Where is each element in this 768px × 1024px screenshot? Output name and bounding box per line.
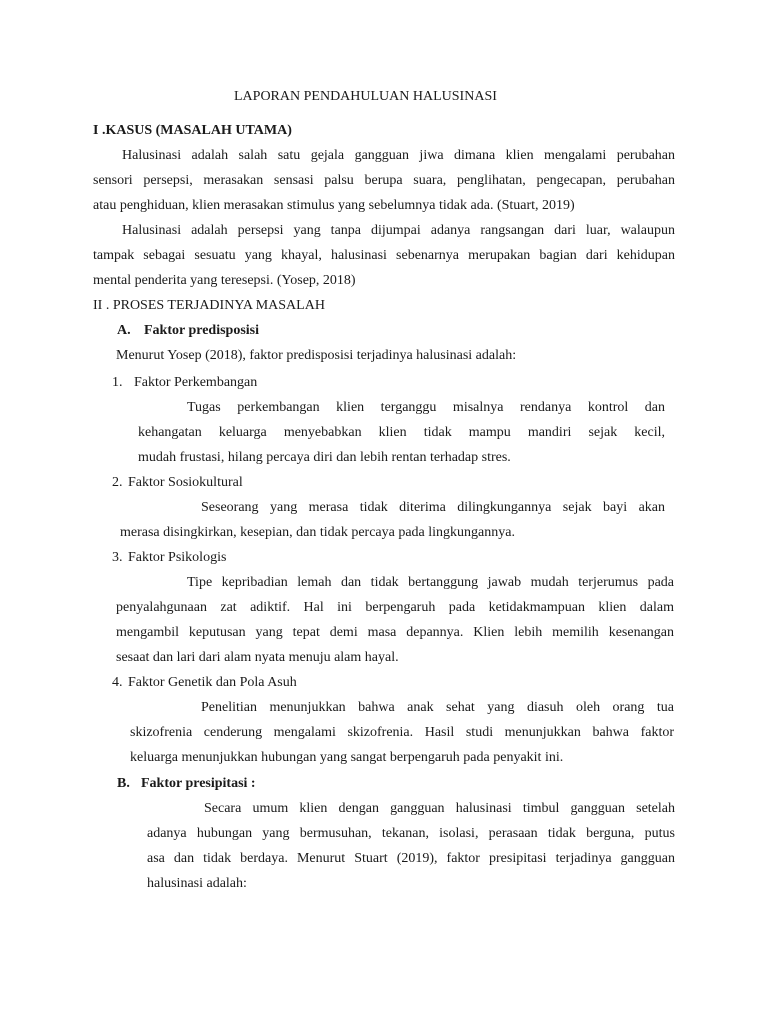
subsection-b-line3: asa dan tidak berdaya. Menurut Stuart (2019), faktor presipitasi terjadinya gangguan [147, 851, 675, 866]
subsection-b-heading: Faktor presipitasi : [141, 776, 256, 791]
subsection-b-line2: adanya hubungan yang bermusuhan, tekanan, isolasi, perasaan tidak berguna, putus [147, 826, 675, 841]
item3-title: Faktor Psikologis [128, 550, 227, 565]
item2-line2: merasa disingkirkan, kesepian, dan tidak percaya pada lingkungannya. [120, 525, 515, 540]
item1-line3: mudah frustasi, hilang percaya diri dan lebih rentan terhadap stres. [138, 450, 511, 465]
item2-title: Faktor Sosiokultural [128, 475, 243, 490]
item4-line2: skizofrenia cenderung mengalami skizofrenia. Hasil studi menunjukkan bahwa faktor [130, 725, 674, 740]
item2-marker: 2. [112, 475, 123, 490]
item4-title: Faktor Genetik dan Pola Asuh [128, 675, 297, 690]
section1-para2-line3: mental penderita yang teresepsi. (Yosep, 2018) [93, 273, 356, 288]
subsection-b-line4: halusinasi adalah: [147, 876, 247, 891]
item4-marker: 4. [112, 675, 123, 690]
section1-para1-line1: Halusinasi adalah salah satu gejala gangguan jiwa dimana klien mengalami perubahan [122, 148, 675, 163]
item1-line2: kehangatan keluarga menyebabkan klien tidak mampu mandiri sejak kecil, [138, 425, 665, 440]
item4-line1: Penelitian menunjukkan bahwa anak sehat yang diasuh oleh orang tua [201, 700, 674, 715]
item1-marker: 1. [112, 375, 123, 390]
section1-para1-line2: sensori persepsi, merasakan sensasi palsu berupa suara, penglihatan, pengecapan, perubahan [93, 173, 675, 188]
subsection-b-line1: Secara umum klien dengan gangguan halusinasi timbul gangguan setelah [204, 801, 675, 816]
document-title: LAPORAN PENDAHULUAN HALUSINASI [234, 89, 497, 104]
item1-title: Faktor Perkembangan [134, 375, 258, 390]
item1-line1: Tugas perkembangan klien terganggu misalnya rendanya kontrol dan [187, 400, 665, 415]
section1-para2-line2: tampak sebagai sesuatu yang khayal, halusinasi sebenarnya merupakan bagian dari kehidupan [93, 248, 675, 263]
item3-marker: 3. [112, 550, 123, 565]
item2-line1: Seseorang yang merasa tidak diterima dilingkungannya sejak bayi akan [201, 500, 665, 515]
section2-heading: II . PROSES TERJADINYA MASALAH [93, 298, 325, 313]
item3-line4: sesaat dan lari dari alam nyata menuju alam hayal. [116, 650, 399, 665]
subsection-b-marker: B. [117, 776, 130, 791]
item3-line1: Tipe kepribadian lemah dan tidak bertanggung jawab mudah terjerumus pada [187, 575, 674, 590]
item3-line2: penyalahgunaan zat adiktif. Hal ini berpengaruh pada ketidakmampuan klien dalam [116, 600, 674, 615]
section1-para1-line3: atau penghiduan, klien merasakan stimulus yang sebelumnya tidak ada. (Stuart, 2019) [93, 198, 575, 213]
subsection-a-intro: Menurut Yosep (2018), faktor predisposisi terjadinya halusinasi adalah: [116, 348, 517, 363]
item3-line3: mengambil keputusan yang tepat demi masa depannya. Klien lebih memilih kesenangan [116, 625, 674, 640]
section1-heading: I .KASUS (MASALAH UTAMA) [93, 123, 292, 138]
section1-para2-line1: Halusinasi adalah persepsi yang tanpa dijumpai adanya rangsangan dari luar, walaupun [122, 223, 675, 238]
subsection-a-heading: Faktor predisposisi [144, 323, 260, 338]
subsection-a-marker: A. [117, 323, 131, 338]
item4-line3: keluarga menunjukkan hubungan yang sangat berpengaruh pada penyakit ini. [130, 750, 564, 765]
